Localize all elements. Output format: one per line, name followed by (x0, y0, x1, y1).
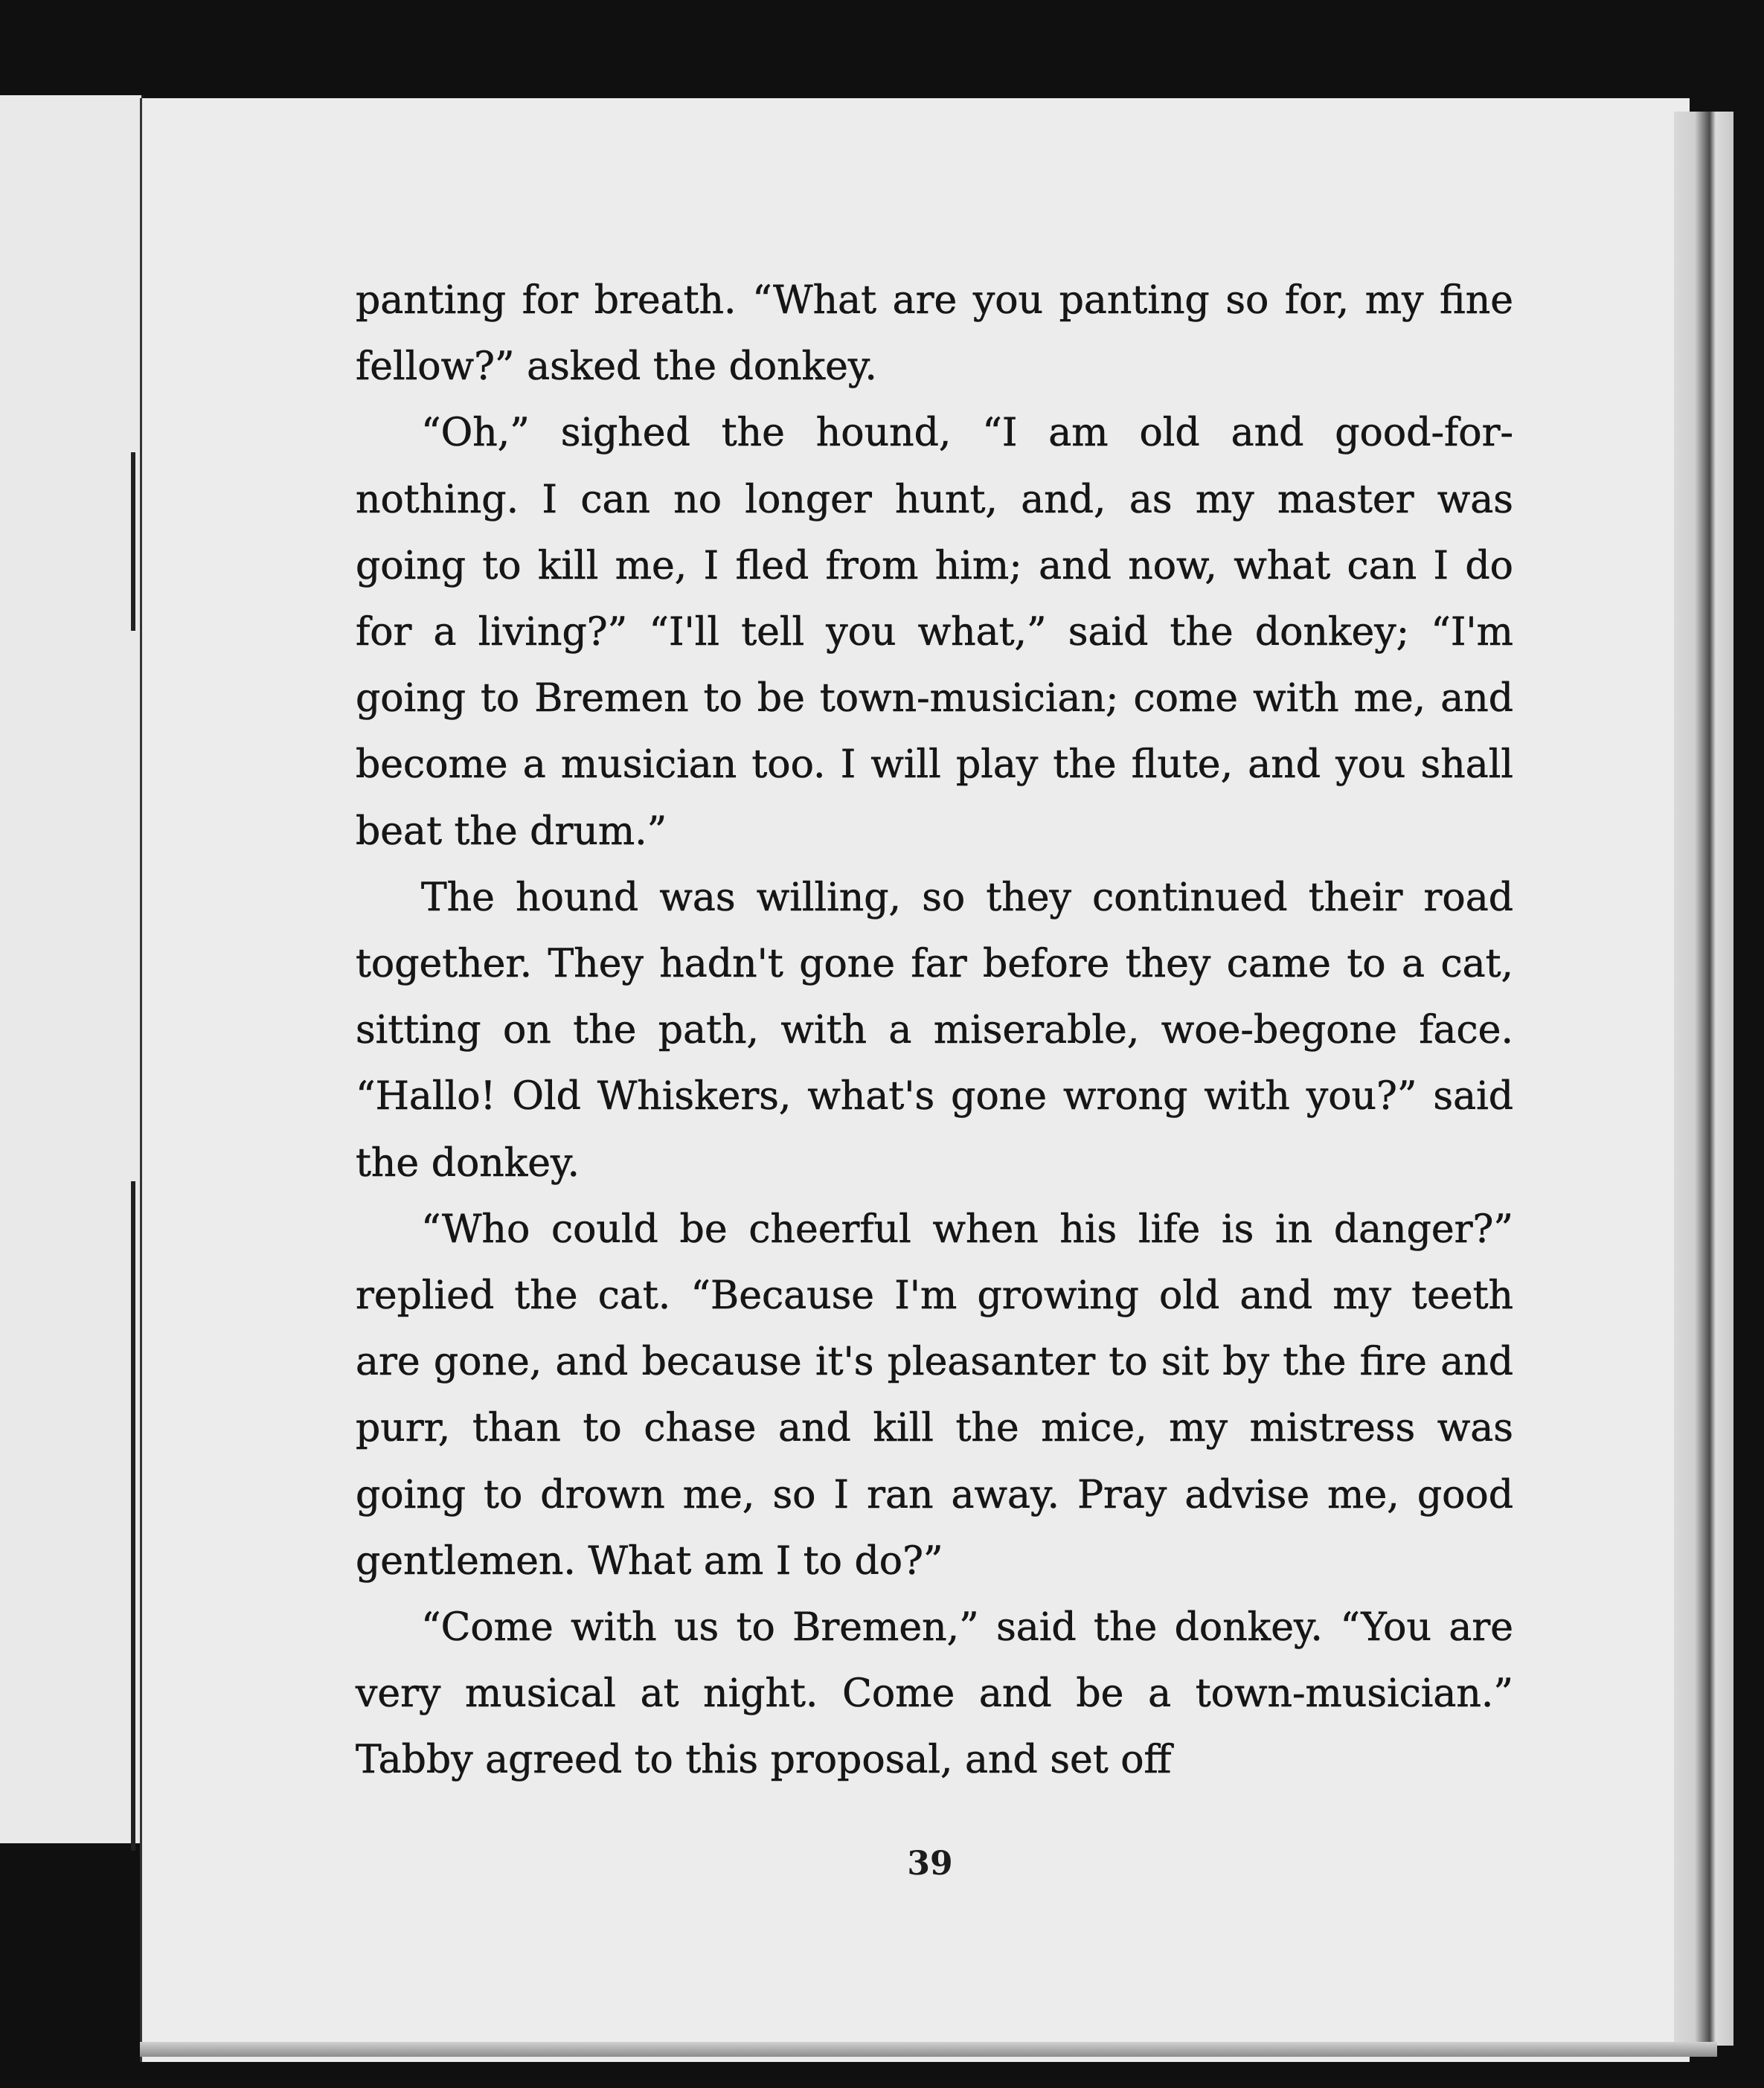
gutter-shadow (131, 1181, 135, 1851)
page-text (356, 268, 1513, 1794)
page-bottom-edge (140, 2042, 1717, 2057)
page-stack-edge (1674, 112, 1733, 2046)
left-page-edge (0, 95, 144, 1843)
paragraph: “Come with us to Bremen,” said the donkey. “You are very musical at night. Come and be a town-musician.” Tabby agreed to this proposal, and set off (356, 1605, 1513, 1783)
paragraph: panting for breath. “What are you panting so for, my fine fellow?” asked the donkey. (356, 278, 1513, 390)
paragraph: The hound was willing, so they continued their road together. They hadn't gone far before they came to a cat, sitting on the path, with a miserable, woe-begone face. “Hallo! Old Whiskers, what's gone wrong with you?” said the donkey. (356, 875, 1513, 1186)
paragraph: “Oh,” sighed the hound, “I am old and good-for-nothing. I can no longer hunt, and, as my master was going to kill me, I fled from him; and now, what can I do for a living?” “I'll tell you what,” said the donkey; “I'm going to Bremen to be town-musician; come with me, and become a musician too. I will play the flute, and you shall beat the drum.” (356, 411, 1513, 854)
page-number: 39 (907, 1845, 953, 1883)
gutter-shadow (131, 452, 135, 631)
paragraph: “Who could be cheerful when his life is in danger?” replied the cat. “Because I'm growing old and my teeth are gone, and because it's pleasanter to sit by the fire and purr, than to chase and kill the mice, my mistress was going to drown me, so I ran away. Pray advise me, good gentlemen. What am I to do?” (356, 1207, 1513, 1584)
